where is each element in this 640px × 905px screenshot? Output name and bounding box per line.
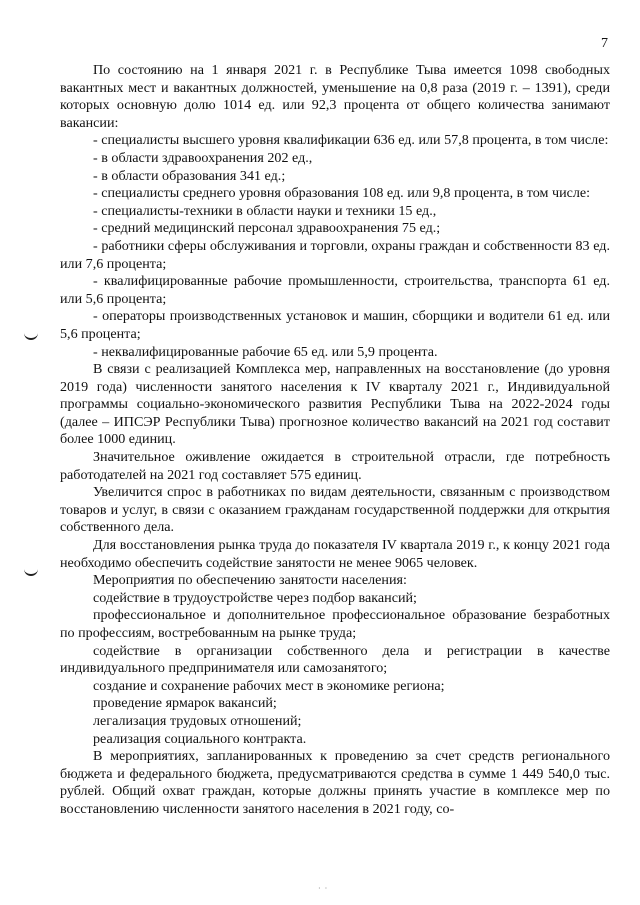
paragraph: проведение ярмарок вакансий; bbox=[93, 695, 277, 712]
paragraph: Увеличится спрос в работниках по видам деятельности, связанным с производством товаров и услуг, в связи с оказанием гражданам государственной поддержки для открытия собственного дела. bbox=[60, 484, 610, 536]
paragraph: - в области здравоохранения 202 ед., bbox=[93, 149, 313, 166]
paragraph: По состоянию на 1 января 2021 г. в Республике Тыва имеется 1098 свободных вакантных мест и вакантных должностей, уменьшение на 0,8 раза (2019 г. – 1391), среди которых основную долю 1014 ед. или 92,3 процента от общего количества занимают вакансии: bbox=[60, 62, 610, 131]
paragraph: - работники сферы обслуживания и торговли, охраны граждан и собственности 83 ед. или 7,6 процента; bbox=[60, 237, 610, 272]
paragraph: - средний медицинский персонал здравоохранения 75 ед.; bbox=[93, 220, 441, 237]
page-number: 7 bbox=[601, 36, 608, 51]
paragraph: содействие в организации собственного дела и регистрации в качестве индивидуального предпринимателя или самозанятого; bbox=[60, 642, 610, 677]
paragraph: Значительное оживление ожидается в строительной отрасли, где потребность работодателей на 2021 год составляет 575 единиц. bbox=[60, 449, 610, 483]
paragraph: - операторы производственных установок и машин, сборщики и водители 61 ед. или 5,6 процента; bbox=[60, 308, 610, 342]
paragraph: - специалисты-техники в области науки и техники 15 ед., bbox=[93, 202, 437, 219]
binding-mark bbox=[24, 330, 38, 340]
paragraph: - неквалифицированные рабочие 65 ед. или 5,9 процента. bbox=[93, 343, 438, 360]
paragraph: реализация социального контракта. bbox=[93, 730, 307, 747]
paragraph: - квалифицированные рабочие промышленности, строительства, транспорта 61 ед. или 5,6 процента; bbox=[60, 273, 610, 307]
paragraph: содействие в трудоустройстве через подбор вакансий; bbox=[93, 589, 417, 606]
paragraph: создание и сохранение рабочих мест в экономике региона; bbox=[93, 677, 445, 694]
paragraph: легализация трудовых отношений; bbox=[93, 712, 302, 729]
paragraph: - специалисты среднего уровня образования 108 ед. или 9,8 процента, в том числе: bbox=[93, 185, 591, 202]
paragraph: Для восстановления рынка труда до показателя IV квартала 2019 г., к концу 2021 года необходимо обеспечить содействие занятости не менее 9065 человек. bbox=[60, 537, 610, 571]
paragraph: - специалисты высшего уровня квалификации 636 ед. или 57,8 процента, в том числе: bbox=[93, 132, 609, 149]
paragraph: профессиональное и дополнительное профессиональное образование безработных по профессиям, востребованным на рынке труда; bbox=[60, 607, 610, 641]
scan-speck: · · bbox=[318, 884, 329, 893]
document-body bbox=[60, 62, 610, 819]
paragraph: В мероприятиях, запланированных к проведению за счет средств регионального бюджета и федерального бюджета, предусматриваются средства в сумме 1 449 540,0 тыс. рублей. Общий охват граждан, которые должны принять участие в комплексе мер по восстановлению численности занятого населения в 2021 году, со- bbox=[60, 748, 610, 817]
paragraph: - в области образования 341 ед.; bbox=[93, 167, 286, 184]
paragraph: Мероприятия по обеспечению занятости населения: bbox=[93, 572, 407, 589]
binding-mark bbox=[24, 566, 38, 576]
paragraph: В связи с реализацией Комплекса мер, направленных на восстановление (до уровня 2019 года) численности занятого населения к IV кварталу 2021 г., Индивидуальной программы социально-экономического развития Республики Тыва на 2022-2024 годы (далее – ИПСЭР Республики Тыва) прогнозное количество вакансий на 2021 год составит более 1000 единиц. bbox=[60, 361, 610, 448]
